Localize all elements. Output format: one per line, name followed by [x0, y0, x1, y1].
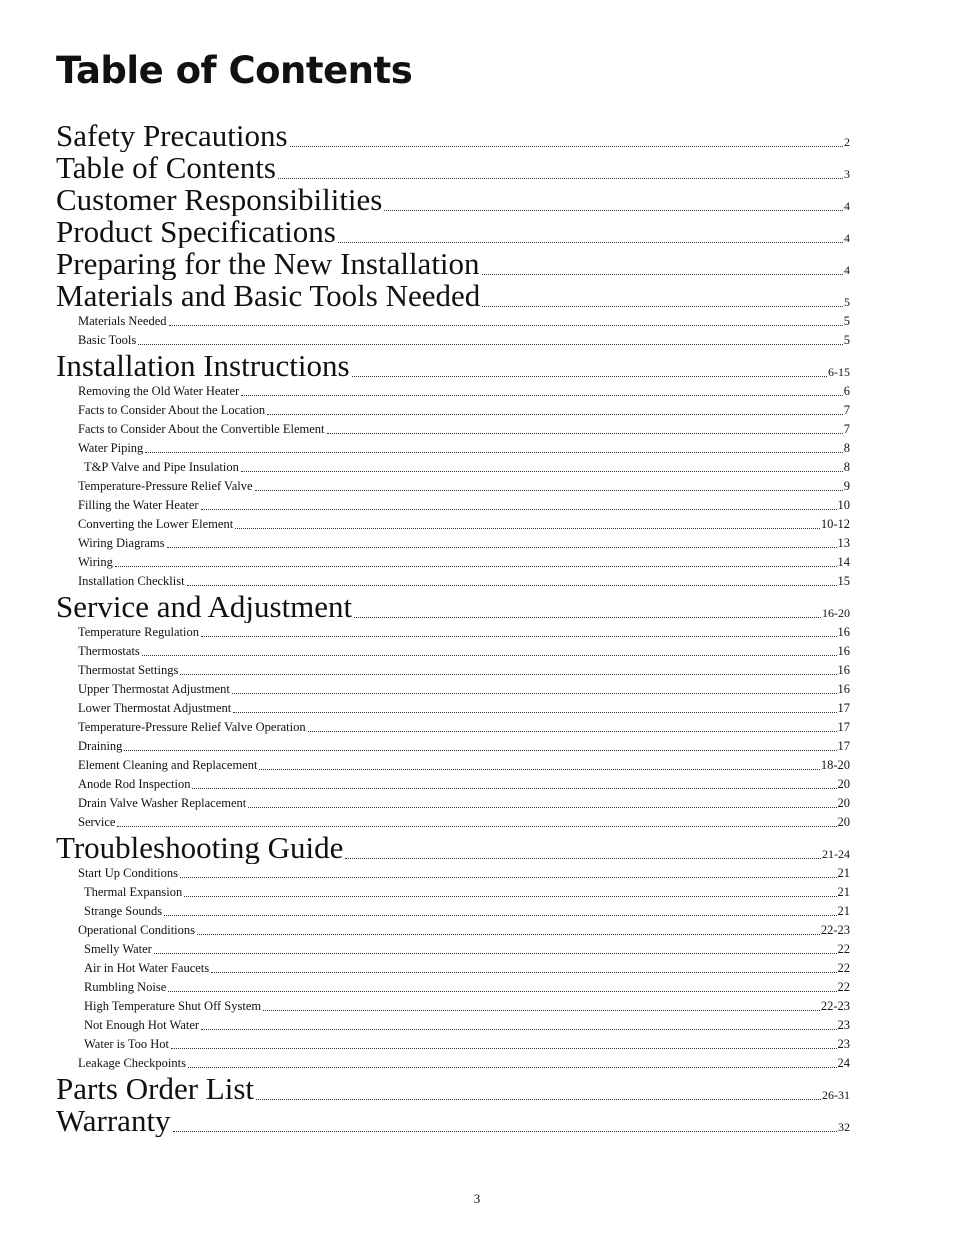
- dot-leader: [142, 654, 837, 656]
- toc-entry-label: Materials and Basic Tools Needed: [56, 280, 481, 312]
- dot-leader: [308, 730, 837, 732]
- toc-entry-label: Materials Needed: [78, 314, 167, 328]
- toc-entry-label: Removing the Old Water Heater: [78, 384, 240, 398]
- toc-subsection-entry[interactable]: [56, 1054, 850, 1073]
- dot-leader: [278, 177, 843, 179]
- toc-entry-label: Temperature Regulation: [78, 625, 199, 639]
- toc-entry-label: Water is Too Hot: [84, 1037, 170, 1051]
- dot-leader: [263, 1009, 820, 1011]
- toc-entry-page: 16: [837, 682, 850, 696]
- toc-section-entry[interactable]: [56, 591, 850, 623]
- dot-leader: [138, 343, 842, 345]
- toc-subsection-entry[interactable]: [56, 439, 850, 458]
- dot-leader: [259, 768, 819, 770]
- toc-entry-label: Product Specifications: [56, 216, 336, 248]
- toc-entry-page: 20: [837, 796, 850, 810]
- toc-subsection-entry[interactable]: [56, 534, 850, 553]
- toc-section-entry[interactable]: [56, 120, 850, 152]
- toc-entry-page: 4: [844, 263, 850, 277]
- toc-entry-page: 5: [843, 314, 850, 328]
- toc-entry-label: Service and Adjustment: [56, 591, 353, 623]
- toc-entry-page: 8: [843, 460, 850, 474]
- dot-leader: [241, 394, 843, 396]
- dot-leader: [345, 857, 821, 859]
- toc-entry-label: Rumbling Noise: [84, 980, 167, 994]
- toc-subsection-entry[interactable]: [56, 420, 850, 439]
- toc-subsection-entry[interactable]: [56, 978, 850, 997]
- toc-entry-page: 9: [843, 479, 850, 493]
- toc-entry-page: 22-23: [820, 999, 850, 1013]
- toc-entry-page: 7: [843, 403, 850, 417]
- toc-entry-label: Operational Conditions: [78, 923, 195, 937]
- dot-leader: [154, 952, 837, 954]
- dot-leader: [173, 1130, 837, 1132]
- toc-entry-page: 32: [838, 1120, 850, 1134]
- dot-leader: [201, 1028, 836, 1030]
- toc-entry-label: Warranty: [56, 1105, 171, 1137]
- toc-entry-page: 22: [837, 961, 850, 975]
- dot-leader: [338, 241, 843, 243]
- dot-leader: [352, 375, 827, 377]
- toc-entry-label: Wiring Diagrams: [78, 536, 165, 550]
- toc-entry-page: 14: [837, 555, 850, 569]
- toc-subsection-entry[interactable]: [56, 680, 850, 699]
- toc-subsection-entry[interactable]: [56, 382, 850, 401]
- toc-entry-page: 13: [837, 536, 850, 550]
- toc-subsection-entry[interactable]: [56, 1016, 850, 1035]
- toc-entry-page: 20: [837, 777, 850, 791]
- toc-entry-label: Leakage Checkpoints: [78, 1056, 186, 1070]
- toc-section-entry[interactable]: [56, 152, 850, 184]
- dot-leader: [241, 470, 843, 472]
- dot-leader: [248, 806, 836, 808]
- toc-subsection-entry[interactable]: [56, 477, 850, 496]
- toc-subsection-entry[interactable]: [56, 883, 850, 902]
- toc-entry-page: 22: [837, 980, 850, 994]
- toc-entry-page: 17: [837, 701, 850, 715]
- dot-leader: [255, 489, 843, 491]
- toc-entry-label: Start Up Conditions: [78, 866, 179, 880]
- toc-entry-label: Facts to Consider About the Location: [78, 403, 266, 417]
- dot-leader: [117, 825, 836, 827]
- toc-entry-label: High Temperature Shut Off System: [84, 999, 262, 1013]
- toc-entry-label: Service: [78, 815, 116, 829]
- toc-entry-label: Troubleshooting Guide: [56, 832, 344, 864]
- dot-leader: [290, 145, 843, 147]
- toc-entry-page: 10-12: [820, 517, 850, 531]
- toc-entry-page: 21: [837, 885, 850, 899]
- toc-entry-page: 6-15: [828, 365, 850, 379]
- dot-leader: [201, 635, 837, 637]
- toc-entry-label: Water Piping: [78, 441, 144, 455]
- toc-subsection-entry[interactable]: [56, 940, 850, 959]
- toc-entry-page: 20: [837, 815, 850, 829]
- toc-subsection-entry[interactable]: [56, 813, 850, 832]
- dot-leader: [180, 673, 836, 675]
- toc-section-entry[interactable]: [56, 184, 850, 216]
- dot-leader: [201, 508, 837, 510]
- toc-entry-page: 16: [837, 663, 850, 677]
- toc-entry-page: 7: [843, 422, 850, 436]
- dot-leader: [233, 711, 836, 713]
- dot-leader: [188, 1066, 837, 1068]
- toc-subsection-entry[interactable]: [56, 401, 850, 420]
- toc-entry-label: Converting the Lower Element: [78, 517, 234, 531]
- dot-leader: [169, 324, 843, 326]
- toc-entry-page: 15: [837, 574, 850, 588]
- dot-leader: [164, 914, 836, 916]
- toc-entry-label: Safety Precautions: [56, 120, 288, 152]
- dot-leader: [211, 971, 836, 973]
- toc-section-entry[interactable]: [56, 832, 850, 864]
- dot-leader: [235, 527, 820, 529]
- toc-subsection-entry[interactable]: [56, 699, 850, 718]
- toc-subsection-entry[interactable]: [56, 902, 850, 921]
- toc-entry-label: Anode Rod Inspection: [78, 777, 191, 791]
- toc-subsection-entry[interactable]: [56, 921, 850, 940]
- toc-entry-label: Wiring: [78, 555, 113, 569]
- toc-section-entry[interactable]: [56, 280, 850, 312]
- toc-section-entry[interactable]: [56, 216, 850, 248]
- toc-entry-label: Parts Order List: [56, 1073, 255, 1105]
- toc-entry-page: 2: [844, 135, 850, 149]
- toc-section-entry[interactable]: [56, 1073, 850, 1105]
- dot-leader: [187, 584, 837, 586]
- toc-entry-page: 21: [837, 904, 850, 918]
- toc-subsection-entry[interactable]: [56, 515, 850, 534]
- toc-entry-page: 16-20: [822, 606, 850, 620]
- toc-entry-page: 3: [844, 167, 850, 181]
- toc-entry-label: Not Enough Hot Water: [84, 1018, 200, 1032]
- dot-leader: [232, 692, 837, 694]
- toc-entry-label: Lower Thermostat Adjustment: [78, 701, 232, 715]
- toc-entry-page: 16: [837, 644, 850, 658]
- toc-subsection-entry[interactable]: [56, 864, 850, 883]
- toc-subsection-entry[interactable]: [56, 1035, 850, 1054]
- toc-subsection-entry[interactable]: [56, 642, 850, 661]
- toc-subsection-entry[interactable]: [56, 959, 850, 978]
- page-number: 3: [473, 1191, 481, 1206]
- dot-leader: [115, 565, 837, 567]
- dot-leader: [327, 432, 843, 434]
- toc-entry-label: Smelly Water: [84, 942, 152, 956]
- dot-leader: [384, 209, 843, 211]
- dot-leader: [354, 616, 821, 618]
- toc-entry-label: Installation Instructions: [56, 350, 350, 382]
- toc-entry-label: Filling the Water Heater: [78, 498, 199, 512]
- toc-subsection-entry[interactable]: [56, 331, 850, 350]
- toc-section-entry[interactable]: [56, 248, 850, 280]
- dot-leader: [145, 451, 842, 453]
- toc-entry-label: Temperature-Pressure Relief Valve: [78, 479, 253, 493]
- toc-subsection-entry[interactable]: [56, 572, 850, 591]
- toc-entry-page: 4: [844, 231, 850, 245]
- dot-leader: [256, 1098, 821, 1100]
- toc-entry-label: Installation Checklist: [78, 574, 185, 588]
- toc-entry-label: Temperature-Pressure Relief Valve Operation: [78, 720, 306, 734]
- toc-entry-page: 26-31: [822, 1088, 850, 1102]
- toc-entry-label: Drain Valve Washer Replacement: [78, 796, 247, 810]
- toc-entry-label: Air in Hot Water Faucets: [84, 961, 210, 975]
- toc-entry-page: 21: [837, 866, 850, 880]
- dot-leader: [180, 876, 836, 878]
- dot-leader: [167, 546, 837, 548]
- toc-section-entry[interactable]: [56, 1105, 850, 1137]
- toc-subsection-entry[interactable]: [56, 623, 850, 642]
- toc-entry-label: Facts to Consider About the Convertible Element: [78, 422, 325, 436]
- dot-leader: [192, 787, 836, 789]
- toc-entry-page: 23: [837, 1018, 850, 1032]
- dot-leader: [184, 895, 836, 897]
- toc-subsection-entry[interactable]: [56, 794, 850, 813]
- toc-subsection-entry[interactable]: [56, 775, 850, 794]
- toc-entry-label: Customer Responsibilities: [56, 184, 383, 216]
- toc-entry-page: 18-20: [820, 758, 850, 772]
- toc-entry-label: Thermal Expansion: [84, 885, 183, 899]
- toc-entry-label: Element Cleaning and Replacement: [78, 758, 258, 772]
- dot-leader: [124, 749, 836, 751]
- toc-entry-label: Draining: [78, 739, 123, 753]
- toc-entry-label: Upper Thermostat Adjustment: [78, 682, 230, 696]
- toc-subsection-entry[interactable]: [56, 312, 850, 331]
- toc-entry-page: 22-23: [820, 923, 850, 937]
- toc-subsection-entry[interactable]: [56, 718, 850, 737]
- toc-entry-page: 4: [844, 199, 850, 213]
- toc-entry-page: 10: [837, 498, 850, 512]
- toc-entry-page: 17: [837, 739, 850, 753]
- toc-subsection-entry[interactable]: [56, 496, 850, 515]
- toc-subsection-entry[interactable]: [56, 458, 850, 477]
- toc-entry-page: 21-24: [822, 847, 850, 861]
- toc-entry-page: 6: [843, 384, 850, 398]
- toc-entry-page: 24: [837, 1056, 850, 1070]
- toc-entry-label: Table of Contents: [56, 152, 276, 184]
- dot-leader: [197, 933, 820, 935]
- toc-subsection-entry[interactable]: [56, 553, 850, 572]
- toc-entry-label: Strange Sounds: [84, 904, 163, 918]
- toc-entry-page: 22: [837, 942, 850, 956]
- toc-section-entry[interactable]: [56, 350, 850, 382]
- toc-entry-page: 23: [837, 1037, 850, 1051]
- toc-subsection-entry[interactable]: [56, 661, 850, 680]
- toc-entry-label: Preparing for the New Installation: [56, 248, 480, 280]
- toc-entry-label: Basic Tools: [78, 333, 137, 347]
- toc-entry-page: 8: [843, 441, 850, 455]
- toc-subsection-entry[interactable]: [56, 737, 850, 756]
- page-title: Table of Contents: [56, 49, 413, 92]
- toc-entry-page: 16: [837, 625, 850, 639]
- toc-entry-page: 5: [844, 295, 850, 309]
- toc-subsection-entry[interactable]: [56, 997, 850, 1016]
- toc-entry-label: T&P Valve and Pipe Insulation: [84, 460, 239, 474]
- toc-subsection-entry[interactable]: [56, 756, 850, 775]
- toc-entry-label: Thermostat Settings: [78, 663, 179, 677]
- toc-entry-label: Thermostats: [78, 644, 140, 658]
- dot-leader: [171, 1047, 836, 1049]
- dot-leader: [482, 305, 843, 307]
- toc-entry-page: 5: [843, 333, 850, 347]
- toc-entry-page: 17: [837, 720, 850, 734]
- table-of-contents: [56, 120, 850, 1137]
- dot-leader: [482, 273, 843, 275]
- dot-leader: [267, 413, 843, 415]
- dot-leader: [168, 990, 836, 992]
